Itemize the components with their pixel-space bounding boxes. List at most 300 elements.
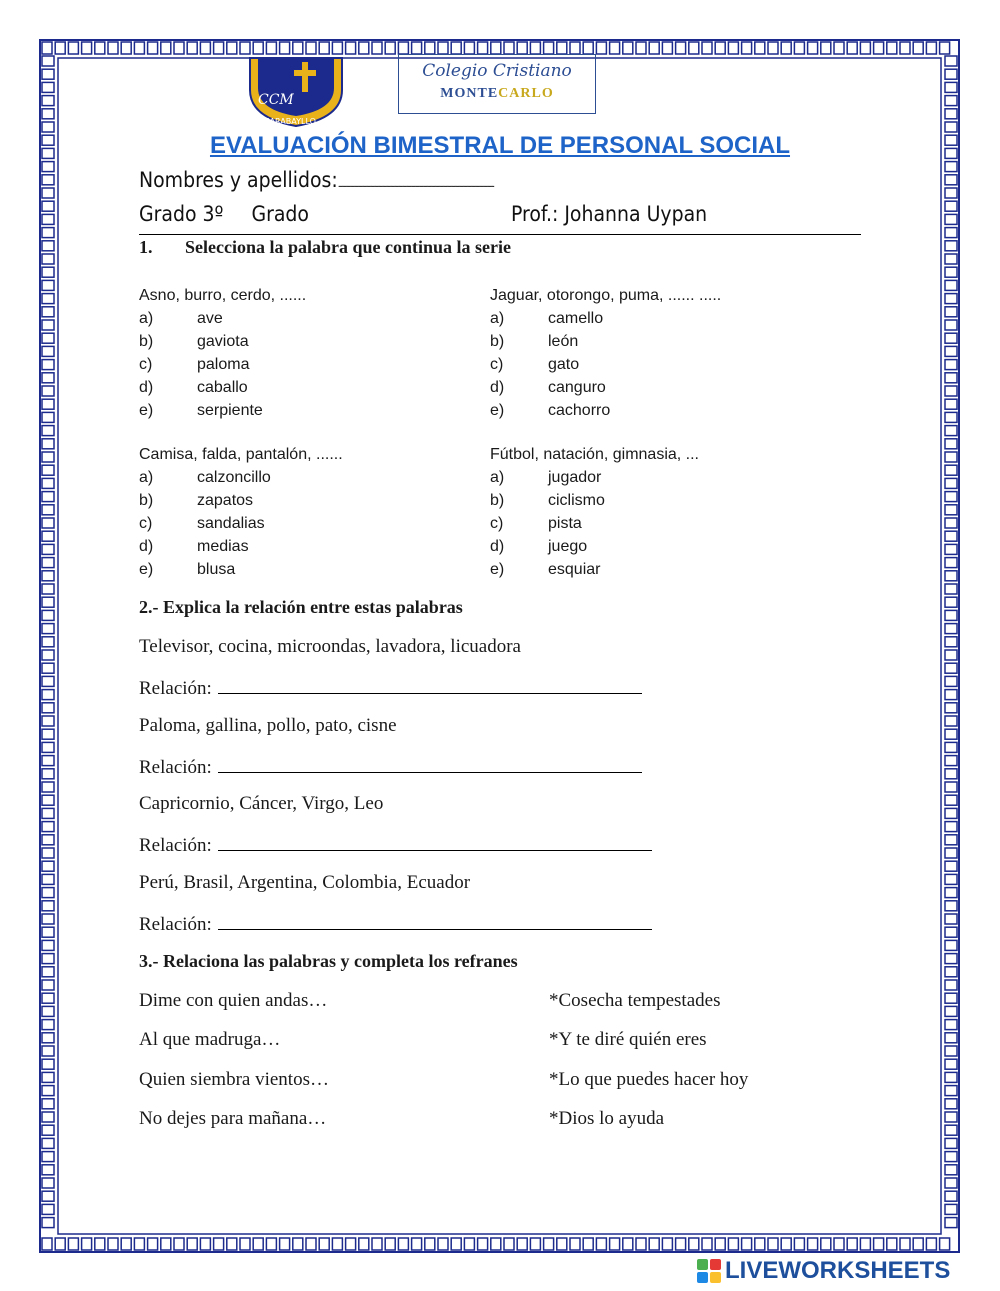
border-square — [945, 228, 957, 238]
border-square — [42, 1112, 54, 1122]
border-square — [945, 571, 957, 581]
series-question-2 — [490, 284, 721, 422]
series-option[interactable] — [139, 376, 306, 399]
border-square — [42, 439, 54, 449]
border-square — [945, 835, 957, 845]
border-square — [42, 320, 54, 330]
border-square — [42, 478, 54, 488]
border-square — [945, 386, 957, 396]
border-square — [42, 690, 54, 700]
border-square — [623, 42, 633, 54]
border-square — [280, 42, 290, 54]
border-square — [227, 1238, 237, 1250]
border-square — [945, 280, 957, 290]
series-option[interactable] — [490, 330, 721, 353]
border-square — [332, 42, 342, 54]
series-option[interactable] — [139, 489, 343, 512]
border-square — [662, 1238, 672, 1250]
border-square — [42, 360, 54, 370]
border-square — [945, 439, 957, 449]
option-letter: d) — [139, 538, 154, 555]
option-text: blusa — [197, 561, 236, 578]
option-text: medias — [197, 538, 249, 555]
border-square — [945, 1165, 957, 1175]
border-square — [42, 610, 54, 620]
border-square — [945, 1059, 957, 1069]
border-square — [940, 42, 950, 54]
series-option[interactable] — [139, 535, 343, 558]
border-square — [42, 756, 54, 766]
option-letter: d) — [139, 379, 154, 396]
proverb-start-2: Al que madruga… — [139, 1029, 281, 1050]
border-square — [715, 1238, 725, 1250]
proverb-start-4: No dejes para mañana… — [139, 1108, 327, 1129]
border-square — [478, 1238, 488, 1250]
section1-number: 1. — [139, 237, 153, 257]
option-letter: c) — [490, 356, 504, 373]
series-option[interactable] — [139, 558, 343, 581]
name-dots: ................................................................................................................................................................................................................................................................................ — [337, 180, 494, 190]
border-square — [95, 42, 105, 54]
relation-answer-4[interactable] — [218, 911, 652, 930]
series-option[interactable] — [139, 330, 306, 353]
border-square — [42, 584, 54, 594]
school-crest-icon — [246, 56, 346, 128]
option-letter: b) — [139, 333, 154, 350]
border-square — [42, 597, 54, 607]
border-square — [834, 42, 844, 54]
border-square — [945, 967, 957, 977]
option-text: ciclismo — [548, 492, 605, 509]
border-square — [319, 1238, 329, 1250]
border-square — [42, 175, 54, 185]
border-square — [742, 1238, 752, 1250]
grade-word: Grado — [251, 202, 309, 226]
option-text: cachorro — [548, 402, 611, 419]
border-square — [945, 782, 957, 792]
border-square — [372, 1238, 382, 1250]
series-option[interactable] — [490, 512, 699, 535]
border-square — [42, 795, 54, 805]
border-square — [42, 663, 54, 673]
border-square — [42, 505, 54, 515]
border-square — [887, 1238, 897, 1250]
series-option[interactable] — [490, 376, 721, 399]
border-square — [945, 201, 957, 211]
border-square — [42, 967, 54, 977]
option-text: camello — [548, 310, 604, 327]
border-square — [134, 1238, 144, 1250]
option-text: serpiente — [197, 402, 263, 419]
series-option[interactable] — [139, 353, 306, 376]
border-square — [781, 1238, 791, 1250]
border-square — [42, 927, 54, 937]
border-square — [794, 42, 804, 54]
page-title: EVALUACIÓN BIMESTRAL DE PERSONAL SOCIAL — [209, 132, 791, 159]
relation-label: Relación: — [139, 835, 212, 856]
border-square — [187, 42, 197, 54]
option-letter: d) — [490, 379, 505, 396]
border-square — [821, 42, 831, 54]
border-square — [570, 42, 580, 54]
border-square — [121, 42, 131, 54]
option-letter: c) — [490, 515, 504, 532]
border-square — [945, 333, 957, 343]
series-option[interactable] — [490, 399, 721, 422]
border-square — [42, 399, 54, 409]
series-option[interactable] — [490, 466, 699, 489]
section3-heading: 3.- Relaciona las palabras y completa los refranes — [139, 951, 518, 971]
border-square — [945, 399, 957, 409]
border-square — [306, 1238, 316, 1250]
border-square — [372, 42, 382, 54]
border-square — [134, 42, 144, 54]
border-square — [42, 267, 54, 277]
border-square — [945, 650, 957, 660]
border-square — [346, 1238, 356, 1250]
border-square — [504, 42, 514, 54]
series-question-3 — [139, 443, 343, 581]
border-square — [42, 1218, 54, 1228]
border-square — [945, 914, 957, 924]
border-square — [945, 558, 957, 568]
border-square — [945, 874, 957, 884]
border-square — [42, 1020, 54, 1030]
border-square — [68, 1238, 78, 1250]
border-square — [42, 954, 54, 964]
border-square — [42, 201, 54, 211]
border-square — [945, 241, 957, 251]
border-square — [491, 42, 501, 54]
option-letter: a) — [490, 469, 505, 486]
border-square — [945, 56, 957, 66]
border-square — [42, 162, 54, 172]
border-square — [945, 1020, 957, 1030]
border-square — [42, 729, 54, 739]
border-square — [42, 109, 54, 119]
proverb-end-4: *Dios lo ayuda — [549, 1108, 665, 1129]
liveworksheets-text: LIVEWORKSHEETS — [725, 1257, 951, 1284]
option-letter: e) — [139, 561, 154, 578]
border-square — [42, 993, 54, 1003]
border-square — [425, 1238, 435, 1250]
relation-answer-3[interactable] — [218, 832, 652, 851]
border-square — [42, 492, 54, 502]
border-square — [945, 1191, 957, 1201]
option-text: juego — [548, 538, 588, 555]
border-square — [346, 42, 356, 54]
border-square — [42, 1099, 54, 1109]
border-square — [42, 307, 54, 317]
border-square — [728, 1238, 738, 1250]
border-square — [42, 571, 54, 581]
border-square — [451, 1238, 461, 1250]
series-stem: Camisa, falda, pantalón, ...... — [139, 446, 343, 463]
option-letter: e) — [490, 402, 505, 419]
border-square — [42, 940, 54, 950]
section1-heading — [139, 237, 511, 258]
border-square — [557, 1238, 567, 1250]
border-square — [945, 690, 957, 700]
border-square — [253, 1238, 263, 1250]
border-square — [945, 96, 957, 106]
border-square — [42, 346, 54, 356]
border-square — [42, 914, 54, 924]
border-square — [42, 848, 54, 858]
series-option[interactable] — [490, 307, 721, 330]
border-square — [491, 1238, 501, 1250]
option-text: esquiar — [548, 561, 601, 578]
border-square — [42, 333, 54, 343]
border-square — [425, 42, 435, 54]
border-square — [945, 412, 957, 422]
border-square — [42, 1165, 54, 1175]
relation-group-2: Paloma, gallina, pollo, pato, cisne — [139, 715, 397, 736]
proverb-end-2: *Y te diré quién eres — [549, 1029, 707, 1050]
option-text: ave — [197, 310, 223, 327]
series-option[interactable] — [490, 353, 721, 376]
series-option[interactable] — [139, 512, 343, 535]
border-square — [359, 42, 369, 54]
border-square — [161, 1238, 171, 1250]
border-square — [755, 1238, 765, 1250]
border-square — [945, 320, 957, 330]
relation-answer-1[interactable] — [218, 675, 642, 694]
series-option[interactable] — [490, 558, 699, 581]
border-square — [451, 42, 461, 54]
border-square — [306, 42, 316, 54]
border-square — [649, 1238, 659, 1250]
border-square — [715, 42, 725, 54]
border-square — [945, 610, 957, 620]
series-option[interactable] — [139, 307, 306, 330]
border-square — [945, 531, 957, 541]
border-square — [42, 1006, 54, 1016]
border-square — [95, 1238, 105, 1250]
border-square — [42, 1204, 54, 1214]
border-square — [530, 1238, 540, 1250]
border-square — [42, 1238, 52, 1250]
section1-title: Selecciona la palabra que continua la serie — [185, 237, 511, 257]
border-square — [42, 1152, 54, 1162]
border-square — [913, 42, 923, 54]
border-square — [945, 544, 957, 554]
border-square — [82, 1238, 92, 1250]
border-square — [42, 624, 54, 634]
border-square — [517, 42, 527, 54]
school-name: Colegio Cristiano — [422, 61, 572, 81]
border-square — [702, 42, 712, 54]
option-letter: a) — [139, 469, 154, 486]
border-square — [187, 1238, 197, 1250]
border-square — [42, 465, 54, 475]
border-square — [557, 42, 567, 54]
border-square — [649, 42, 659, 54]
border-square — [42, 1138, 54, 1148]
border-square — [42, 42, 52, 54]
series-option[interactable] — [490, 489, 699, 512]
border-square — [42, 1125, 54, 1135]
border-square — [945, 82, 957, 92]
border-square — [945, 637, 957, 647]
border-square — [42, 1033, 54, 1043]
border-square — [42, 280, 54, 290]
option-text: león — [548, 333, 579, 350]
border-square — [945, 927, 957, 937]
border-square — [42, 808, 54, 818]
border-square — [42, 544, 54, 554]
border-square — [42, 637, 54, 647]
border-square — [945, 452, 957, 462]
border-square — [214, 42, 224, 54]
border-square — [834, 1238, 844, 1250]
border-square — [945, 954, 957, 964]
border-square — [42, 96, 54, 106]
border-square — [42, 1178, 54, 1188]
border-square — [926, 1238, 936, 1250]
border-square — [623, 1238, 633, 1250]
border-square — [504, 1238, 514, 1250]
border-square — [945, 808, 957, 818]
relation-line-3 — [139, 832, 652, 857]
border-square — [108, 1238, 118, 1250]
proverb-end-3: *Lo que puedes hacer hoy — [549, 1069, 749, 1090]
option-letter: d) — [490, 538, 505, 555]
border-square — [945, 769, 957, 779]
name-label: Nombres y apellidos: — [139, 168, 338, 192]
border-square — [847, 1238, 857, 1250]
border-square — [945, 1086, 957, 1096]
border-square — [945, 1046, 957, 1056]
border-square — [42, 82, 54, 92]
border-square — [438, 1238, 448, 1250]
border-square — [412, 1238, 422, 1250]
border-square — [847, 42, 857, 54]
border-square — [121, 1238, 131, 1250]
option-letter: c) — [139, 515, 153, 532]
series-option[interactable] — [139, 466, 343, 489]
crest-ring-text: CARABAYLLO — [264, 117, 316, 126]
border-square — [42, 1191, 54, 1201]
relation-group-1: Televisor, cocina, microondas, lavadora, licuadora — [139, 636, 521, 657]
border-square — [253, 42, 263, 54]
border-square — [55, 42, 65, 54]
border-square — [945, 505, 957, 515]
border-square — [913, 1238, 923, 1250]
border-square — [359, 1238, 369, 1250]
border-square — [42, 874, 54, 884]
border-square — [945, 888, 957, 898]
grade-label: Grado 3º — [139, 202, 224, 226]
border-square — [42, 122, 54, 132]
border-square — [808, 42, 818, 54]
border-square — [945, 214, 957, 224]
border-square — [742, 42, 752, 54]
border-square — [240, 1238, 250, 1250]
border-square — [900, 1238, 910, 1250]
border-square — [42, 294, 54, 304]
border-square — [768, 42, 778, 54]
border-square — [860, 42, 870, 54]
relation-answer-2[interactable] — [218, 754, 642, 773]
border-square — [945, 1033, 957, 1043]
border-square — [945, 1099, 957, 1109]
border-square — [42, 426, 54, 436]
border-square — [42, 822, 54, 832]
border-square — [42, 769, 54, 779]
border-square — [945, 254, 957, 264]
section2-heading: 2.- Explica la relación entre estas palabras — [139, 597, 463, 617]
grade-line — [139, 202, 708, 226]
border-square — [42, 1059, 54, 1069]
relation-line-4 — [139, 911, 652, 936]
border-square — [728, 42, 738, 54]
border-square — [42, 782, 54, 792]
border-square — [42, 716, 54, 726]
border-square — [570, 1238, 580, 1250]
name-line — [139, 168, 493, 192]
series-stem: Fútbol, natación, gimnasia, ... — [490, 446, 699, 463]
border-square — [293, 1238, 303, 1250]
border-square — [945, 584, 957, 594]
option-text: zapatos — [197, 492, 254, 509]
border-square — [42, 676, 54, 686]
border-square — [945, 597, 957, 607]
option-text: calzoncillo — [197, 469, 271, 486]
series-stem: Jaguar, otorongo, puma, ...... ..... — [490, 287, 722, 304]
proverb-end-1: *Cosecha tempestades — [549, 990, 721, 1011]
border-square — [945, 1204, 957, 1214]
series-option[interactable] — [490, 535, 699, 558]
option-letter: a) — [490, 310, 505, 327]
border-square — [945, 294, 957, 304]
border-square — [42, 888, 54, 898]
border-square — [55, 1238, 65, 1250]
series-option[interactable] — [139, 399, 306, 422]
border-square — [214, 1238, 224, 1250]
border-square — [945, 1152, 957, 1162]
border-square — [781, 42, 791, 54]
option-text: paloma — [197, 356, 250, 373]
border-square — [148, 1238, 158, 1250]
border-square — [161, 42, 171, 54]
border-square — [662, 42, 672, 54]
border-square — [940, 1238, 950, 1250]
border-square — [945, 426, 957, 436]
relation-label: Relación: — [139, 757, 212, 778]
border-square — [42, 1072, 54, 1082]
border-square — [412, 42, 422, 54]
border-square — [926, 42, 936, 54]
option-text: gaviota — [197, 333, 249, 350]
border-square — [293, 42, 303, 54]
option-letter: b) — [490, 492, 505, 509]
crest-text: CCM — [258, 92, 294, 108]
border-square — [42, 703, 54, 713]
border-square — [945, 1006, 957, 1016]
option-text: sandalias — [197, 515, 265, 532]
border-square — [689, 42, 699, 54]
border-square — [945, 795, 957, 805]
border-square — [280, 1238, 290, 1250]
border-square — [945, 346, 957, 356]
border-square — [945, 716, 957, 726]
border-square — [768, 1238, 778, 1250]
border-square — [42, 1086, 54, 1096]
liveworksheets-logo[interactable] — [697, 1258, 950, 1284]
border-square — [945, 373, 957, 383]
border-square — [945, 756, 957, 766]
